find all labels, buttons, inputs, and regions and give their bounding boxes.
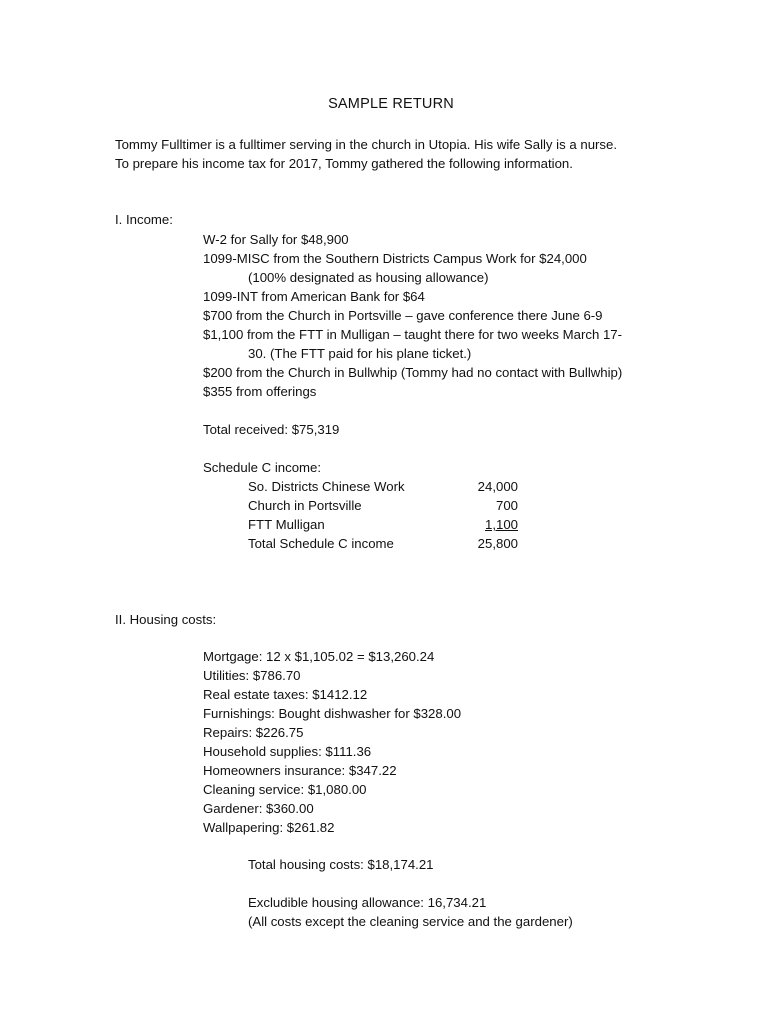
schedule-c-row-label: So. Districts Chinese Work: [248, 479, 405, 494]
excludible-allowance: Excludible housing allowance: 16,734.21: [248, 895, 487, 910]
schedule-c-heading: Schedule C income:: [203, 460, 322, 475]
schedule-c-total-value: 25,800: [477, 536, 518, 551]
housing-item: Gardener: $360.00: [203, 801, 314, 816]
income-heading: I. Income:: [115, 212, 173, 227]
intro-line-2: To prepare his income tax for 2017, Tommy gathered the following information.: [115, 156, 573, 171]
housing-item: Repairs: $226.75: [203, 725, 304, 740]
housing-item: Furnishings: Bought dishwasher for $328.00: [203, 706, 462, 721]
income-item: 1099-INT from American Bank for $64: [203, 289, 425, 304]
total-received: Total received: $75,319: [203, 422, 340, 437]
document-title: SAMPLE RETURN: [328, 96, 454, 112]
housing-item: Homeowners insurance: $347.22: [203, 763, 397, 778]
housing-total: Total housing costs: $18,174.21: [248, 857, 434, 872]
excludible-note: (All costs except the cleaning service and the gardener): [248, 914, 573, 929]
intro-line-1: Tommy Fulltimer is a fulltimer serving in the church in Utopia. His wife Sally is a nurse.: [115, 137, 618, 152]
housing-item: Utilities: $786.70: [203, 668, 301, 683]
housing-item: Real estate taxes: $1412.12: [203, 687, 368, 702]
income-item: $700 from the Church in Portsville – gave conference there June 6-9: [203, 308, 603, 323]
income-item-note: 30. (The FTT paid for his plane ticket.): [248, 346, 472, 361]
housing-item: Mortgage: 12 x $1,105.02 = $13,260.24: [203, 649, 435, 664]
income-item: $355 from offerings: [203, 384, 317, 399]
schedule-c-underlined-value: 1,100: [484, 517, 518, 532]
income-item: $1,100 from the FTT in Mulligan – taught there for two weeks March 17-: [203, 327, 623, 342]
schedule-c-row-value: [460, 515, 518, 534]
housing-item: Wallpapering: $261.82: [203, 820, 335, 835]
schedule-c-total-label: Total Schedule C income: [248, 536, 394, 551]
income-item: W-2 for Sally for $48,900: [203, 232, 349, 247]
housing-item: Household supplies: $111.36: [203, 744, 372, 759]
housing-heading: II. Housing costs:: [115, 612, 217, 627]
schedule-c-row-label: FTT Mulligan: [248, 517, 325, 532]
schedule-c-row-value: 700: [495, 498, 518, 513]
housing-item: Cleaning service: $1,080.00: [203, 782, 367, 797]
schedule-c-row-label: Church in Portsville: [248, 498, 362, 513]
schedule-c-row-value: 24,000: [477, 479, 518, 494]
income-item: 1099-MISC from the Southern Districts Campus Work for $24,000: [203, 251, 587, 266]
income-item: $200 from the Church in Bullwhip (Tommy had no contact with Bullwhip): [203, 365, 623, 380]
income-item-note: (100% designated as housing allowance): [248, 270, 489, 285]
